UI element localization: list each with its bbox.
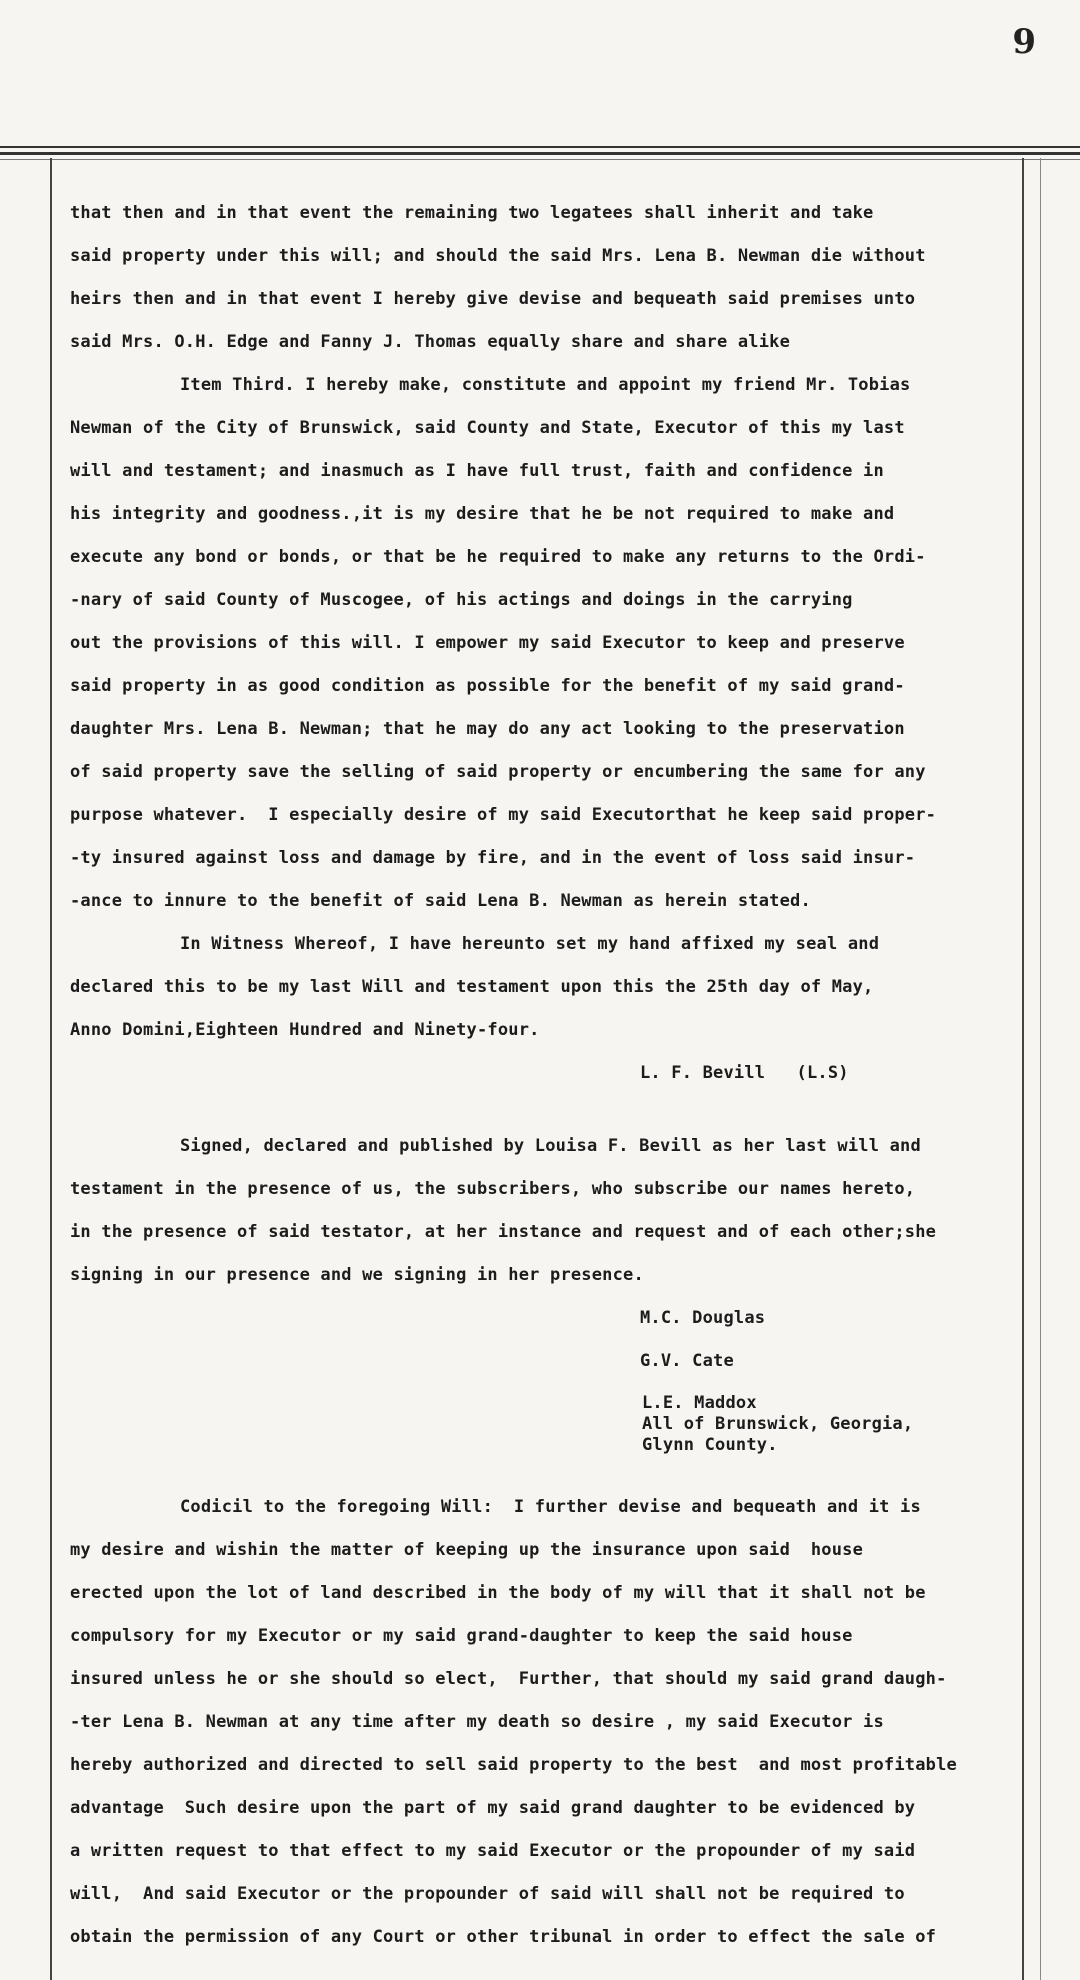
text-line: advantage Such desire upon the part of my said grand daughter to be evidenced by <box>70 1798 916 1818</box>
text-line: erected upon the lot of land described in the body of my will that it shall not be <box>70 1583 926 1603</box>
text-line: a written request to that effect to my said Executor or the propounder of my said <box>70 1841 916 1861</box>
text-line: In Witness Whereof, I have hereunto set my hand affixed my seal and <box>180 934 880 954</box>
text-line: Signed, declared and published by Louisa F. Bevill as her last will and <box>180 1136 921 1156</box>
text-line: -nary of said County of Muscogee, of his actings and doings in the carrying <box>70 590 853 610</box>
left-margin-line <box>50 158 52 1980</box>
top-rule <box>0 146 1080 148</box>
text-line: his integrity and goodness.,it is my desire that he be not required to make and <box>70 504 895 524</box>
text-line: Anno Domini,Eighteen Hundred and Ninety-four. <box>70 1020 540 1040</box>
text-line: compulsory for my Executor or my said grand-daughter to keep the said house <box>70 1626 853 1646</box>
text-line: out the provisions of this will. I empower my said Executor to keep and preserve <box>70 633 905 653</box>
paragraph-1 <box>70 192 1030 364</box>
text-line: -ter Lena B. Newman at any time after my death so desire , my said Executor is <box>70 1712 884 1732</box>
text-line: declared this to be my last Will and testament upon this the 25th day of May, <box>70 977 874 997</box>
text-line: that then and in that event the remaining two legatees shall inherit and take <box>70 203 874 223</box>
text-line: insured unless he or she should so elect, Further, that should my said grand daugh- <box>70 1669 947 1689</box>
text-line: will and testament; and inasmuch as I have full trust, faith and confidence in <box>70 461 884 481</box>
text-line: heirs then and in that event I hereby give devise and bequeath said premises unto <box>70 289 916 309</box>
paragraph-item-third <box>70 364 1030 923</box>
text-line: will, And said Executor or the propounder of said will shall not be required to <box>70 1884 905 1904</box>
right-margin-line-outer <box>1040 158 1041 1980</box>
document-body <box>70 192 1030 1959</box>
paragraph-in-witness <box>70 923 1030 1052</box>
paragraph-codicil <box>70 1486 1030 1959</box>
text-line: purpose whatever. I especially desire of my said Executorthat he keep said proper- <box>70 805 937 825</box>
spacer <box>70 1383 1030 1393</box>
text-line: of said property save the selling of said property or encumbering the same for any <box>70 762 926 782</box>
paragraph-attestation <box>70 1125 1030 1297</box>
top-rule-thick <box>0 152 1080 155</box>
witness-name: M.C. Douglas <box>640 1308 766 1328</box>
text-line: said property under this will; and should the said Mrs. Lena B. Newman die without <box>70 246 926 266</box>
top-rule-thin <box>0 159 1080 160</box>
text-line: in the presence of said testator, at her instance and request and of each other;she <box>70 1222 937 1242</box>
witness-location: All of Brunswick, Georgia, <box>642 1414 914 1434</box>
spacer <box>70 1456 1030 1486</box>
witness-name: G.V. Cate <box>640 1351 734 1371</box>
text-line: Item Third. I hereby make, constitute and appoint my friend Mr. Tobias <box>180 375 911 395</box>
witness-county: Glynn County. <box>642 1435 778 1455</box>
text-line: Newman of the City of Brunswick, said County and State, Executor of this my last <box>70 418 905 438</box>
page-number: 9 <box>1012 22 1036 62</box>
text-line: said property in as good condition as possible for the benefit of my said grand- <box>70 676 905 696</box>
witness-signatures <box>70 1297 1030 1456</box>
text-line: my desire and wishin the matter of keeping up the insurance upon said house <box>70 1540 864 1560</box>
text-line: hereby authorized and directed to sell said property to the best and most profitable <box>70 1755 957 1775</box>
spacer <box>70 1095 1030 1125</box>
text-line: testament in the presence of us, the subscribers, who subscribe our names hereto, <box>70 1179 916 1199</box>
text-line: execute any bond or bonds, or that be he required to make any returns to the Ordi- <box>70 547 926 567</box>
text-line: Codicil to the foregoing Will: I further devise and bequeath and it is <box>180 1497 921 1517</box>
testator-signature: L. F. Bevill (L.S) <box>640 1063 849 1083</box>
text-line: daughter Mrs. Lena B. Newman; that he may do any act looking to the preservation <box>70 719 905 739</box>
text-line: -ance to innure to the benefit of said Lena B. Newman as herein stated. <box>70 891 811 911</box>
text-line: said Mrs. O.H. Edge and Fanny J. Thomas equally share and share alike <box>70 332 791 352</box>
witness-name: L.E. Maddox <box>642 1393 757 1413</box>
text-line: obtain the permission of any Court or other tribunal in order to effect the sale of <box>70 1927 937 1947</box>
text-line: -ty insured against loss and damage by fire, and in the event of loss said insur- <box>70 848 916 868</box>
text-line: signing in our presence and we signing in her presence. <box>70 1265 644 1285</box>
